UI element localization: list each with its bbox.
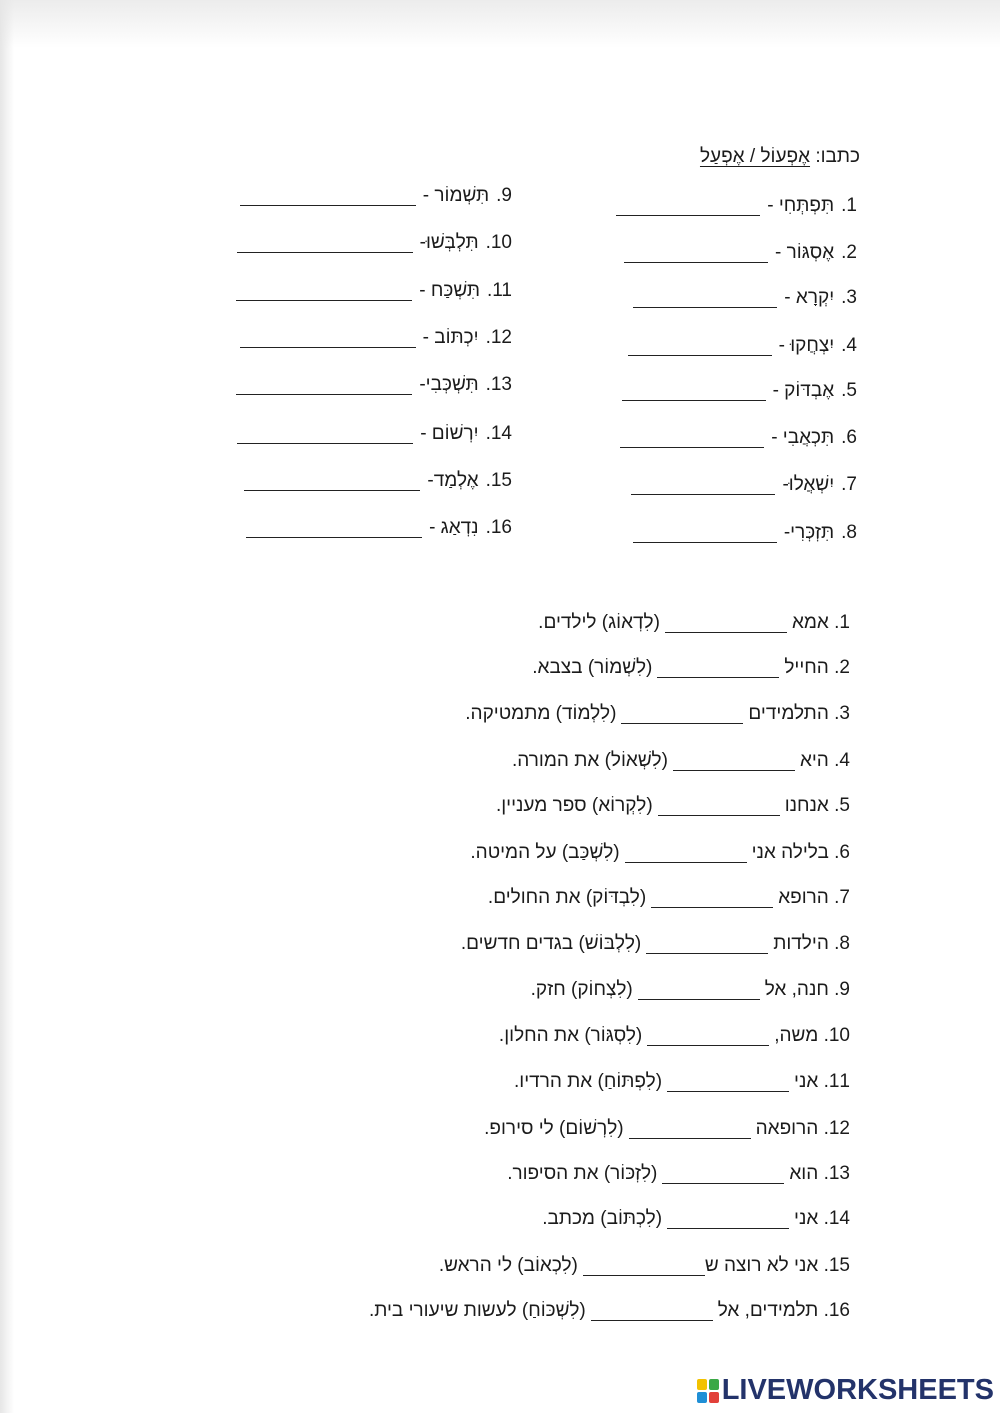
answer-input[interactable]	[646, 935, 768, 954]
sentence-number: 12.	[823, 1118, 850, 1139]
sentence-number: 7.	[834, 887, 850, 908]
sentence-number: 4.	[834, 750, 850, 771]
answer-input[interactable]	[236, 376, 412, 395]
item-word: יִשְׁאֲלוּ-	[782, 474, 835, 495]
sentence-before: הילדות	[773, 933, 829, 954]
item-number: 3.	[841, 287, 857, 308]
answer-input[interactable]	[240, 329, 416, 348]
exercise1-item	[240, 327, 512, 349]
exercise1-item	[236, 280, 512, 302]
item-number: 10.	[485, 232, 512, 253]
item-word: תִּשְׁכַּח -	[419, 280, 480, 301]
sentence-after: לילדים.	[538, 612, 597, 633]
answer-input[interactable]	[662, 1165, 784, 1184]
item-number: 1.	[841, 195, 857, 216]
sentence-before: חנה, אל	[764, 979, 829, 1000]
exercise2-sentence	[439, 1255, 850, 1277]
sentence-after: את החלון.	[498, 1025, 580, 1046]
answer-input[interactable]	[622, 382, 766, 401]
exercise1-item	[620, 427, 857, 449]
item-word: יִרְשׁוֹם -	[420, 423, 479, 444]
sentence-after: חזק.	[530, 979, 566, 1000]
item-word: אֶסְגּוֹר -	[775, 242, 835, 263]
sentence-verb: (לִסְגּוֹר)	[584, 1025, 643, 1046]
answer-input[interactable]	[628, 337, 772, 356]
sentence-after: לי סירופ.	[484, 1118, 554, 1139]
sentence-number: 8.	[834, 933, 850, 954]
sentence-number: 6.	[834, 842, 850, 863]
item-number: 2.	[841, 242, 857, 263]
exercise1-item	[237, 423, 512, 445]
exercise1-item	[616, 195, 857, 217]
item-number: 7.	[841, 474, 857, 495]
exercise1-item	[240, 185, 512, 207]
liveworksheets-logo[interactable]	[697, 1374, 994, 1407]
sentence-number: 2.	[834, 657, 850, 678]
exercise2-sentence	[542, 1208, 850, 1230]
sentence-verb: (לִלְמוֹד)	[555, 703, 617, 724]
item-number: 16.	[485, 517, 512, 538]
exercise2-sentence	[488, 887, 850, 909]
instruction-prefix: כתבו:	[815, 146, 860, 167]
sentence-after: על המיטה.	[470, 842, 557, 863]
answer-input[interactable]	[647, 1027, 769, 1046]
exercise1-item	[246, 517, 512, 539]
exercise1-item	[633, 287, 857, 309]
exercise2-sentence	[484, 1118, 850, 1140]
exercise2-sentence	[514, 1071, 850, 1093]
item-number: 13.	[485, 374, 512, 395]
sentence-verb: (לִרְשׁוֹם)	[559, 1118, 624, 1139]
sentence-verb: (לִפְתּוֹחַ)	[597, 1071, 663, 1092]
sentence-before: אני לא רוצה ש	[704, 1255, 819, 1276]
sentence-before: התלמידים	[748, 703, 829, 724]
sentence-verb: (לִדְאוֹג)	[601, 612, 660, 633]
sentence-after: את המורה.	[512, 750, 600, 771]
item-number: 14.	[485, 423, 512, 444]
exercise1-item	[628, 335, 857, 357]
answer-input[interactable]	[631, 476, 775, 495]
answer-input[interactable]	[620, 429, 764, 448]
exercise1-item	[236, 374, 512, 396]
instruction-title: אֶפְעוֹל / אֶפְעַל	[699, 146, 811, 167]
sentence-number: 11.	[823, 1071, 850, 1092]
item-word: נִדְאַג -	[429, 517, 479, 538]
exercise2-sentence	[369, 1300, 850, 1322]
item-word: תִּזְכְּרִי-	[783, 522, 835, 543]
item-word: אֶלְמַד-	[427, 470, 479, 491]
scan-edge-left	[0, 0, 14, 1413]
sentence-before: הרופא	[778, 887, 829, 908]
scan-edge-top	[0, 0, 1000, 48]
sentence-verb: (לִלְבּוֹשׁ)	[578, 933, 642, 954]
answer-input[interactable]	[638, 981, 760, 1000]
answer-input[interactable]	[633, 289, 777, 308]
item-number: 9.	[496, 185, 512, 206]
answer-input[interactable]	[244, 472, 420, 491]
answer-input[interactable]	[237, 425, 413, 444]
sentence-after: לי הראש.	[438, 1255, 513, 1276]
item-word: תִּשְׁמוֹר -	[422, 185, 490, 206]
item-word: תִּשְׁכְּבִי-	[419, 374, 479, 395]
sentence-before: היא	[799, 750, 829, 771]
answer-input[interactable]	[633, 524, 777, 543]
item-number: 6.	[841, 427, 857, 448]
sentence-before: אנחנו	[784, 795, 829, 816]
exercise2-sentence	[470, 842, 850, 864]
answer-input[interactable]	[665, 614, 787, 633]
sentence-number: 16.	[823, 1300, 850, 1321]
item-number: 11.	[486, 280, 512, 301]
answer-input[interactable]	[667, 1073, 789, 1092]
answer-input[interactable]	[246, 519, 422, 538]
answer-input[interactable]	[625, 844, 747, 863]
item-word: יִקְרָא -	[784, 287, 835, 308]
exercise2-sentence	[538, 612, 850, 634]
answer-input[interactable]	[629, 1120, 751, 1139]
item-word: תִּלְבְּשׁוּ-	[419, 232, 479, 253]
item-word: תִּפְתְּחִי -	[767, 195, 835, 216]
sentence-number: 14.	[823, 1208, 850, 1229]
exercise1-item	[624, 242, 857, 264]
sentence-verb: (לִכְאוֹב)	[517, 1255, 578, 1276]
answer-input[interactable]	[583, 1257, 705, 1276]
sentence-verb: (לִשְׁכּוֹחַ)	[521, 1300, 586, 1321]
item-number: 4.	[841, 335, 857, 356]
answer-input[interactable]	[651, 889, 773, 908]
exercise2-sentence	[461, 933, 850, 955]
exercise2-sentence	[507, 1163, 850, 1185]
item-number: 15.	[485, 470, 512, 491]
sentence-before: אני	[794, 1071, 819, 1092]
answer-input[interactable]	[657, 659, 779, 678]
sentence-number: 15.	[823, 1255, 850, 1276]
sentence-verb: (לִקְרוֹא)	[591, 795, 653, 816]
exercise2-sentence	[499, 1025, 850, 1047]
sentence-before: אמא	[791, 612, 829, 633]
sentence-verb: (לִצְחוֹק)	[571, 979, 633, 1000]
exercise1-item	[237, 232, 512, 254]
exercise1-item	[631, 474, 857, 496]
sentence-verb: (לִשְׁכַּב)	[561, 842, 620, 863]
sentence-number: 13.	[823, 1163, 850, 1184]
sentence-number: 5.	[834, 795, 850, 816]
liveworksheets-logo-icon	[697, 1379, 719, 1403]
answer-input[interactable]	[621, 705, 743, 724]
sentence-before: הרופאה	[755, 1118, 819, 1139]
sentence-after: בצבא.	[532, 657, 583, 678]
sentence-before: תלמידים, אל	[717, 1300, 819, 1321]
instruction-heading	[700, 146, 860, 168]
sentence-after: מתמטיקה.	[465, 703, 551, 724]
sentence-after: את הרדיו.	[514, 1071, 593, 1092]
item-number: 8.	[841, 522, 857, 543]
exercise1-item	[633, 522, 857, 544]
sentence-before: החייל	[784, 657, 829, 678]
answer-input[interactable]	[591, 1302, 713, 1321]
answer-input[interactable]	[667, 1210, 789, 1229]
answer-input[interactable]	[624, 244, 768, 263]
answer-input[interactable]	[237, 234, 413, 253]
sentence-verb: (לִשְׁאוֹל)	[604, 750, 668, 771]
sentence-before: אני	[794, 1208, 819, 1229]
logo-text: LIVEWORKSHEETS	[721, 1374, 994, 1406]
answer-input[interactable]	[658, 797, 780, 816]
item-word: תִּכְאֲבִי -	[771, 427, 835, 448]
answer-input[interactable]	[240, 187, 416, 206]
item-word: יִכְתּוֹב -	[422, 327, 479, 348]
exercise2-sentence	[512, 750, 850, 772]
answer-input[interactable]	[673, 752, 795, 771]
sentence-verb: (לִזְכּוֹר)	[603, 1163, 658, 1184]
sentence-after: ספר מעניין.	[495, 795, 587, 816]
sentence-after: את הסיפור.	[507, 1163, 599, 1184]
item-number: 12.	[485, 327, 512, 348]
sentence-number: 10.	[823, 1025, 850, 1046]
sentence-number: 9.	[834, 979, 850, 1000]
sentence-before: בלילה אני	[751, 842, 829, 863]
sentence-number: 1.	[834, 612, 850, 633]
sentence-after: את החולים.	[487, 887, 581, 908]
answer-input[interactable]	[236, 282, 412, 301]
exercise1-item	[244, 470, 512, 492]
sentence-after: מכתב.	[542, 1208, 595, 1229]
sentence-after: לעשות שיעורי בית.	[368, 1300, 517, 1321]
exercise2-sentence	[465, 703, 850, 725]
sentence-after: בגדים חדשים.	[460, 933, 574, 954]
sentence-number: 3.	[834, 703, 850, 724]
item-number: 5.	[841, 380, 857, 401]
sentence-verb: (לִשְׁמוֹר)	[587, 657, 653, 678]
sentence-verb: (לִבְדּוֹק)	[585, 887, 647, 908]
item-word: יִצְחֲקוּ -	[778, 335, 835, 356]
answer-input[interactable]	[616, 197, 760, 216]
sentence-before: משה,	[774, 1025, 819, 1046]
item-word: אֶבְדּוֹק -	[772, 380, 835, 401]
exercise2-sentence	[532, 657, 850, 679]
sentence-verb: (לִכְתּוֹב)	[600, 1208, 663, 1229]
exercise2-sentence	[531, 979, 850, 1001]
exercise1-item	[622, 380, 857, 402]
exercise2-sentence	[496, 795, 850, 817]
sentence-before: הוא	[789, 1163, 819, 1184]
